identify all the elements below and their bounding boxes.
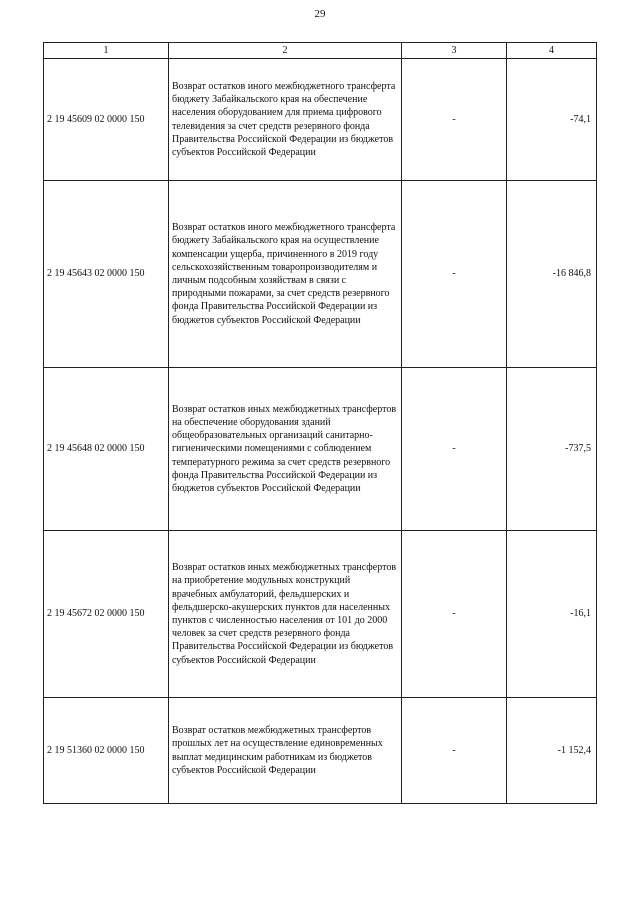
amount-value: -737,5 [507, 368, 597, 531]
column-3-value: - [402, 531, 507, 698]
table-row [44, 698, 597, 804]
table-row [44, 59, 597, 181]
budget-code: 2 19 51360 02 0000 150 [44, 698, 169, 804]
budget-table [43, 42, 597, 804]
table-header-row [44, 43, 597, 59]
amount-value: -1 152,4 [507, 698, 597, 804]
table-row [44, 181, 597, 368]
row-description: Возврат остатков иных межбюджетных трансфертов на приобретение модульных конструкций врачебных амбулаторий, фельдшерских и фельдшерско-акушерских пунктов для населенных пунктов с численностью населения от 101 до 2000 человек за счет средств резервного фонда Правительства Российской Федерации из бюджетов субъектов Российской Федерации [169, 531, 402, 698]
budget-code: 2 19 45648 02 0000 150 [44, 368, 169, 531]
row-description: Возврат остатков иного межбюджетного трансферта бюджету Забайкальского края на осуществление компенсации ущерба, причиненного в 2019 году сельскохозяйственным товаропроизводителям и личным подсобным хозяйствам в связи с природными пожарами, за счет средств резервного фонда Правительства Российской Федерации из бюджетов субъектов Российской Федерации [169, 181, 402, 368]
amount-value: -74,1 [507, 59, 597, 181]
budget-code: 2 19 45643 02 0000 150 [44, 181, 169, 368]
table-row [44, 368, 597, 531]
column-3-value: - [402, 698, 507, 804]
budget-code: 2 19 45672 02 0000 150 [44, 531, 169, 698]
column-header-4: 4 [507, 43, 597, 59]
column-3-value: - [402, 59, 507, 181]
row-description: Возврат остатков иных межбюджетных трансфертов на обеспечение оборудования зданий общеобразовательных организаций санитарно-гигиеническими помещениями с соблюдением температурного режима за счет средств резервного фонда Правительства Российской Федерации из бюджетов субъектов Российской Федерации [169, 368, 402, 531]
column-header-2: 2 [169, 43, 402, 59]
column-3-value: - [402, 368, 507, 531]
page-number: 29 [314, 8, 326, 20]
table-row [44, 531, 597, 698]
amount-value: -16 846,8 [507, 181, 597, 368]
column-3-value: - [402, 181, 507, 368]
column-header-3: 3 [402, 43, 507, 59]
column-header-1: 1 [44, 43, 169, 59]
amount-value: -16,1 [507, 531, 597, 698]
row-description: Возврат остатков иного межбюджетного трансферта бюджету Забайкальского края на обеспечение населения оборудованием для приема цифрового телевидения за счет средств резервного фонда Правительства Российской Федерации из бюджетов субъектов Российской Федерации [169, 59, 402, 181]
row-description: Возврат остатков межбюджетных трансфертов прошлых лет на осуществление единовременных выплат медицинским работникам из бюджетов субъектов Российской Федерации [169, 698, 402, 804]
budget-code: 2 19 45609 02 0000 150 [44, 59, 169, 181]
